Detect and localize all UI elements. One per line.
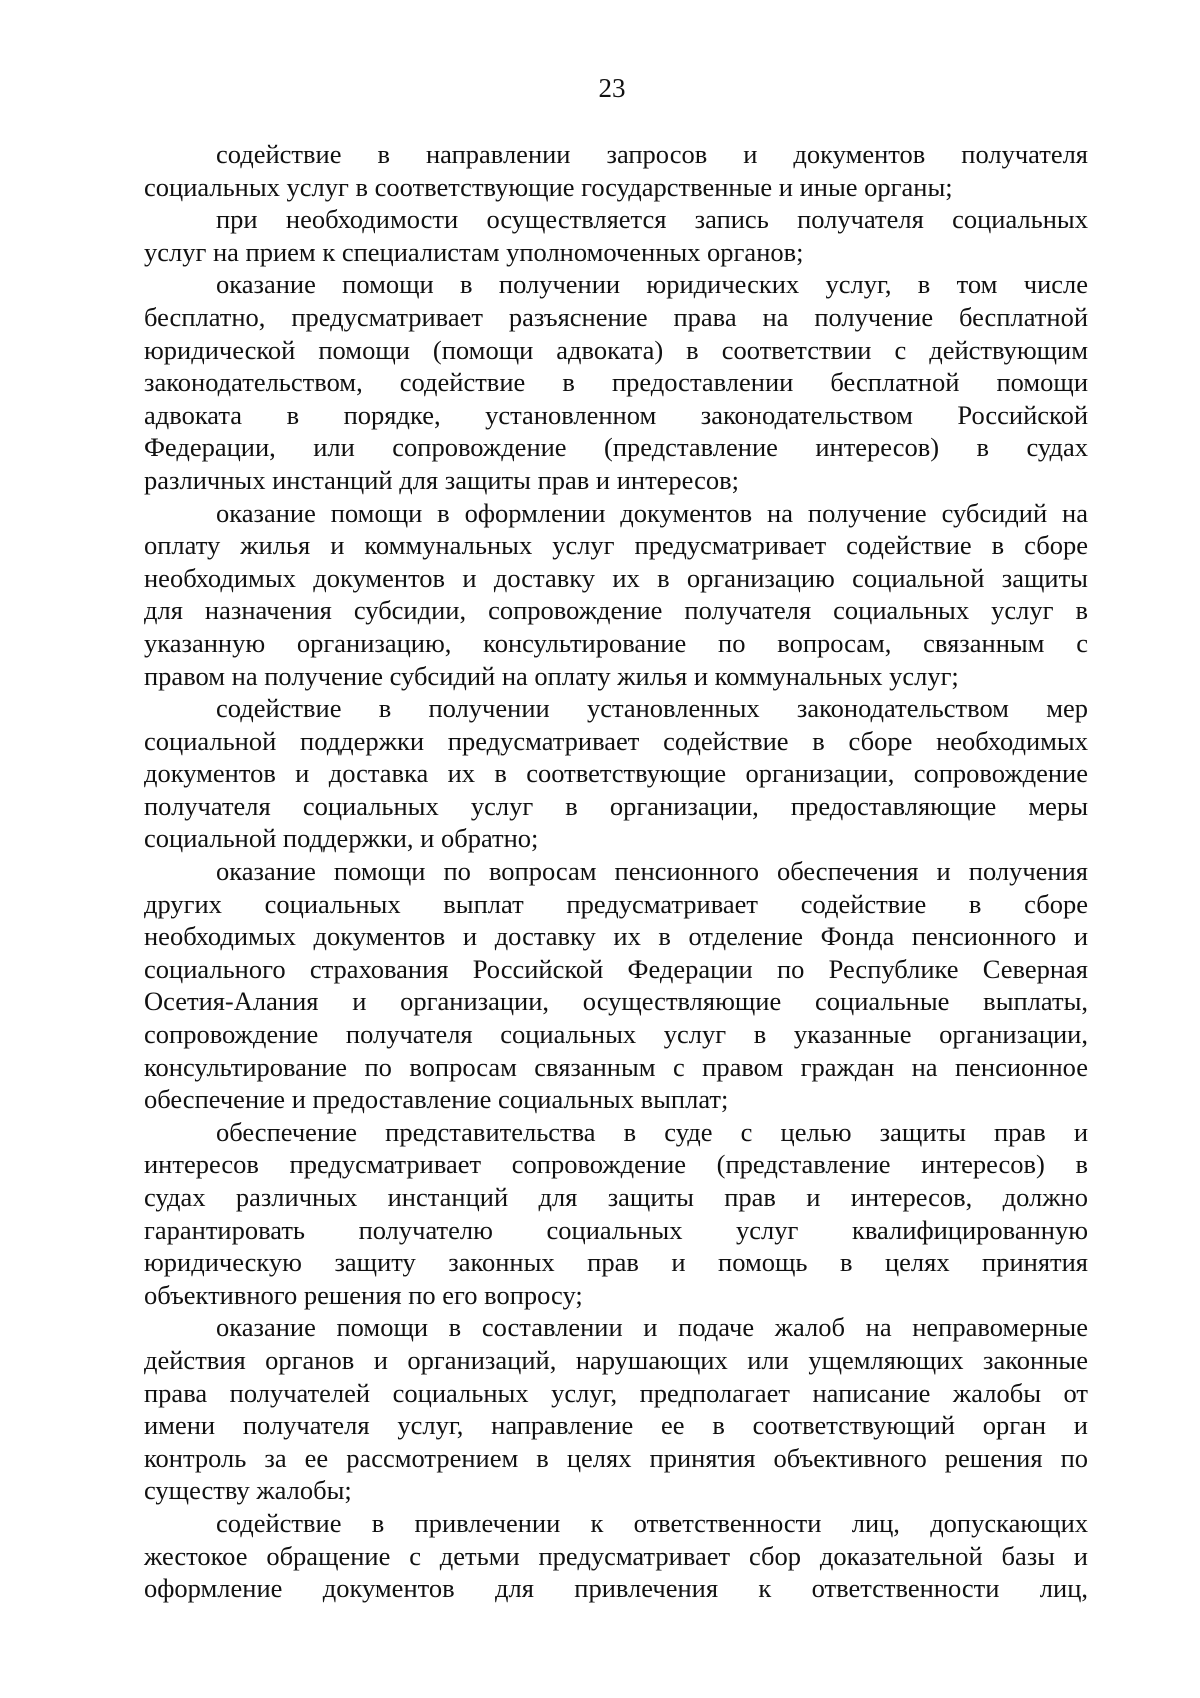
- text-line: жестокое обращение с детьми предусматривает сбор доказательной базы и: [144, 1540, 1088, 1571]
- text-line: существу жалобы;: [144, 1475, 352, 1506]
- paragraph: [144, 1311, 1088, 1507]
- text-line: контроль за ее рассмотрением в целях принятия объективного решения по: [144, 1442, 1088, 1473]
- paragraph: [144, 692, 1088, 855]
- text-line: содействие в направлении запросов и документов получателя: [216, 139, 1088, 169]
- text-line: при необходимости осуществляется запись получателя социальных: [216, 204, 1088, 235]
- text-line: действия органов и организаций, нарушающих или ущемляющих законные: [144, 1344, 1088, 1375]
- page-number: 23: [598, 73, 626, 103]
- text-line: объективного решения по его вопросу;: [144, 1279, 583, 1310]
- text-line: юридической помощи (помощи адвоката) в соответствии с действующим: [144, 334, 1088, 365]
- text-line: судах различных инстанций для защиты прав и интересов, должно: [144, 1182, 1088, 1212]
- text-line: Федерации, или сопровождение (представление интересов) в судах: [144, 432, 1088, 463]
- paragraph: [144, 1116, 1088, 1312]
- text-line: получателя социальных услуг в организации, предоставляющие меры: [144, 790, 1088, 821]
- paragraph: [144, 138, 1088, 203]
- text-line: оплату жилья и коммунальных услуг предусматривает содействие в сборе: [144, 530, 1088, 561]
- text-line: оказание помощи по вопросам пенсионного обеспечения и получения: [216, 856, 1088, 887]
- text-line: оформление документов для привлечения к ответственности лиц,: [144, 1573, 1088, 1604]
- paragraph: [144, 268, 1088, 496]
- text-line: оказание помощи в составлении и подаче жалоб на неправомерные: [216, 1312, 1088, 1343]
- text-line: консультирование по вопросам связанным с правом граждан на пенсионное: [144, 1051, 1088, 1082]
- document-body: [144, 138, 1088, 1605]
- paragraph: [144, 203, 1088, 268]
- text-line: указанную организацию, консультирование по вопросам, связанным с: [144, 627, 1088, 658]
- text-line: гарантировать получателю социальных услуг квалифицированную: [144, 1214, 1088, 1245]
- text-line: правом на получение субсидий на оплату жилья и коммунальных услуг;: [144, 660, 959, 691]
- text-line: услуг на прием к специалистам уполномоченных органов;: [144, 236, 804, 267]
- text-line: социальной поддержки, и обратно;: [144, 823, 539, 854]
- paragraph: [144, 855, 1088, 1116]
- paragraph: [144, 497, 1088, 693]
- text-line: для назначения субсидии, сопровождение получателя социальных услуг в: [144, 595, 1088, 626]
- text-line: бесплатно, предусматривает разъяснение права на получение бесплатной: [144, 301, 1088, 332]
- paragraph: [144, 1507, 1088, 1605]
- text-line: содействие в привлечении к ответственности лиц, допускающих: [216, 1507, 1088, 1538]
- text-line: юридическую защиту законных прав и помощь в целях принятия: [144, 1247, 1088, 1278]
- text-line: интересов предусматривает сопровождение (представление интересов) в: [144, 1149, 1088, 1180]
- text-line: необходимых документов и доставку их в организацию социальной защиты: [144, 562, 1088, 593]
- text-line: социального страхования Российской Федерации по Республике Северная: [144, 953, 1088, 984]
- text-line: адвоката в порядке, установленном законодательством Российской: [144, 399, 1088, 430]
- text-line: Осетия-Алания и организации, осуществляющие социальные выплаты,: [144, 986, 1088, 1017]
- text-line: оказание помощи в оформлении документов на получение субсидий на: [216, 497, 1088, 528]
- text-line: документов и доставка их в соответствующие организации, сопровождение: [144, 758, 1088, 789]
- text-line: необходимых документов и доставку их в отделение Фонда пенсионного и: [144, 921, 1088, 952]
- text-line: различных инстанций для защиты прав и интересов;: [144, 464, 739, 495]
- text-line: сопровождение получателя социальных услуг в указанные организации,: [144, 1019, 1088, 1050]
- text-line: других социальных выплат предусматривает содействие в сборе: [144, 888, 1088, 919]
- text-line: имени получателя услуг, направление ее в соответствующий орган и: [144, 1410, 1088, 1441]
- text-line: обеспечение и предоставление социальных выплат;: [144, 1084, 729, 1115]
- text-line: оказание помощи в получении юридических услуг, в том числе: [216, 269, 1088, 300]
- text-line: социальной поддержки предусматривает содействие в сборе необходимых: [144, 725, 1088, 756]
- text-line: права получателей социальных услуг, предполагает написание жалобы от: [144, 1377, 1088, 1408]
- text-line: законодательством, содействие в предоставлении бесплатной помощи: [144, 367, 1088, 398]
- text-line: содействие в получении установленных законодательством мер: [216, 693, 1088, 724]
- text-line: обеспечение представительства в суде с целью защиты прав и: [216, 1116, 1088, 1147]
- text-line: социальных услуг в соответствующие государственные и иные органы;: [144, 171, 953, 202]
